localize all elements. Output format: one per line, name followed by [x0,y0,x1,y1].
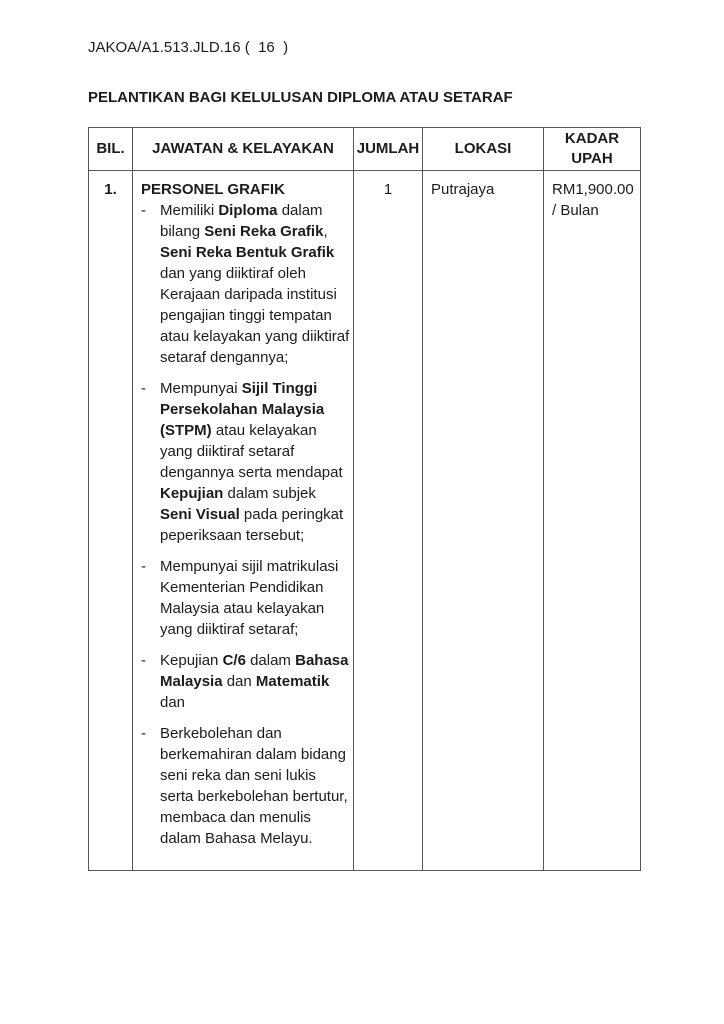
page-title: PELANTIKAN BAGI KELULUSAN DIPLOMA ATAU SETARAF [88,89,513,106]
position-title: PERSONEL GRAFIK [141,181,285,198]
cell-jumlah: 1 [354,171,423,871]
requirement-item [141,556,350,640]
col-header-jawatan: JAWATAN & KELAYAKAN [133,128,354,171]
reference-number: JAKOA/A1.513.JLD.16 ( 16 ) [88,39,289,56]
bullet-dash: - [141,652,146,669]
requirement-item [141,723,350,849]
cell-jawatan-kelayakan [133,171,354,871]
requirement-item [141,200,350,368]
requirement-item [141,378,350,546]
bullet-dash: - [141,202,146,219]
col-header-lokasi: LOKASI [423,128,544,171]
bullet-dash: - [141,380,146,397]
table-header-row [89,128,641,171]
col-header-kadar-upah: KADAR UPAH [544,128,641,171]
cell-kadar-upah: RM1,900.00 / Bulan [544,171,641,871]
requirement-text: Memiliki Diploma dalam bilang Seni Reka Grafik, Seni Reka Bentuk Grafik dan yang diiktiraf oleh Kerajaan daripada institusi pengajian tinggi tempatan atau kelayakan yang diiktiraf setaraf dengannya; [160,202,350,366]
requirement-item [141,650,350,713]
cell-bil: 1. [89,171,133,871]
bullet-dash: - [141,558,146,575]
requirement-text: Berkebolehan dan berkemahiran dalam bidang seni reka dan seni lukis serta berkebolehan bertutur, membaca dan menulis dalam Bahasa Melayu. [160,725,348,847]
requirement-text: Mempunyai sijil matrikulasi Kementerian Pendidikan Malaysia atau kelayakan yang diiktiraf setaraf; [160,558,339,638]
requirement-text: Mempunyai Sijil Tinggi Persekolahan Malaysia (STPM) atau kelayakan yang diiktiraf setaraf dengannya serta mendapat Kepujian dalam subjek Seni Visual pada peringkat peperiksaan tersebut; [160,380,344,544]
vacancy-table [88,127,641,871]
col-header-jumlah: JUMLAH [354,128,423,171]
requirement-text: Kepujian C/6 dalam Bahasa Malaysia dan Matematik dan [160,652,349,711]
table-row [89,171,641,871]
col-header-bil: BIL. [89,128,133,171]
cell-lokasi: Putrajaya [423,171,544,871]
requirements-list [141,200,350,849]
bullet-dash: - [141,725,146,742]
